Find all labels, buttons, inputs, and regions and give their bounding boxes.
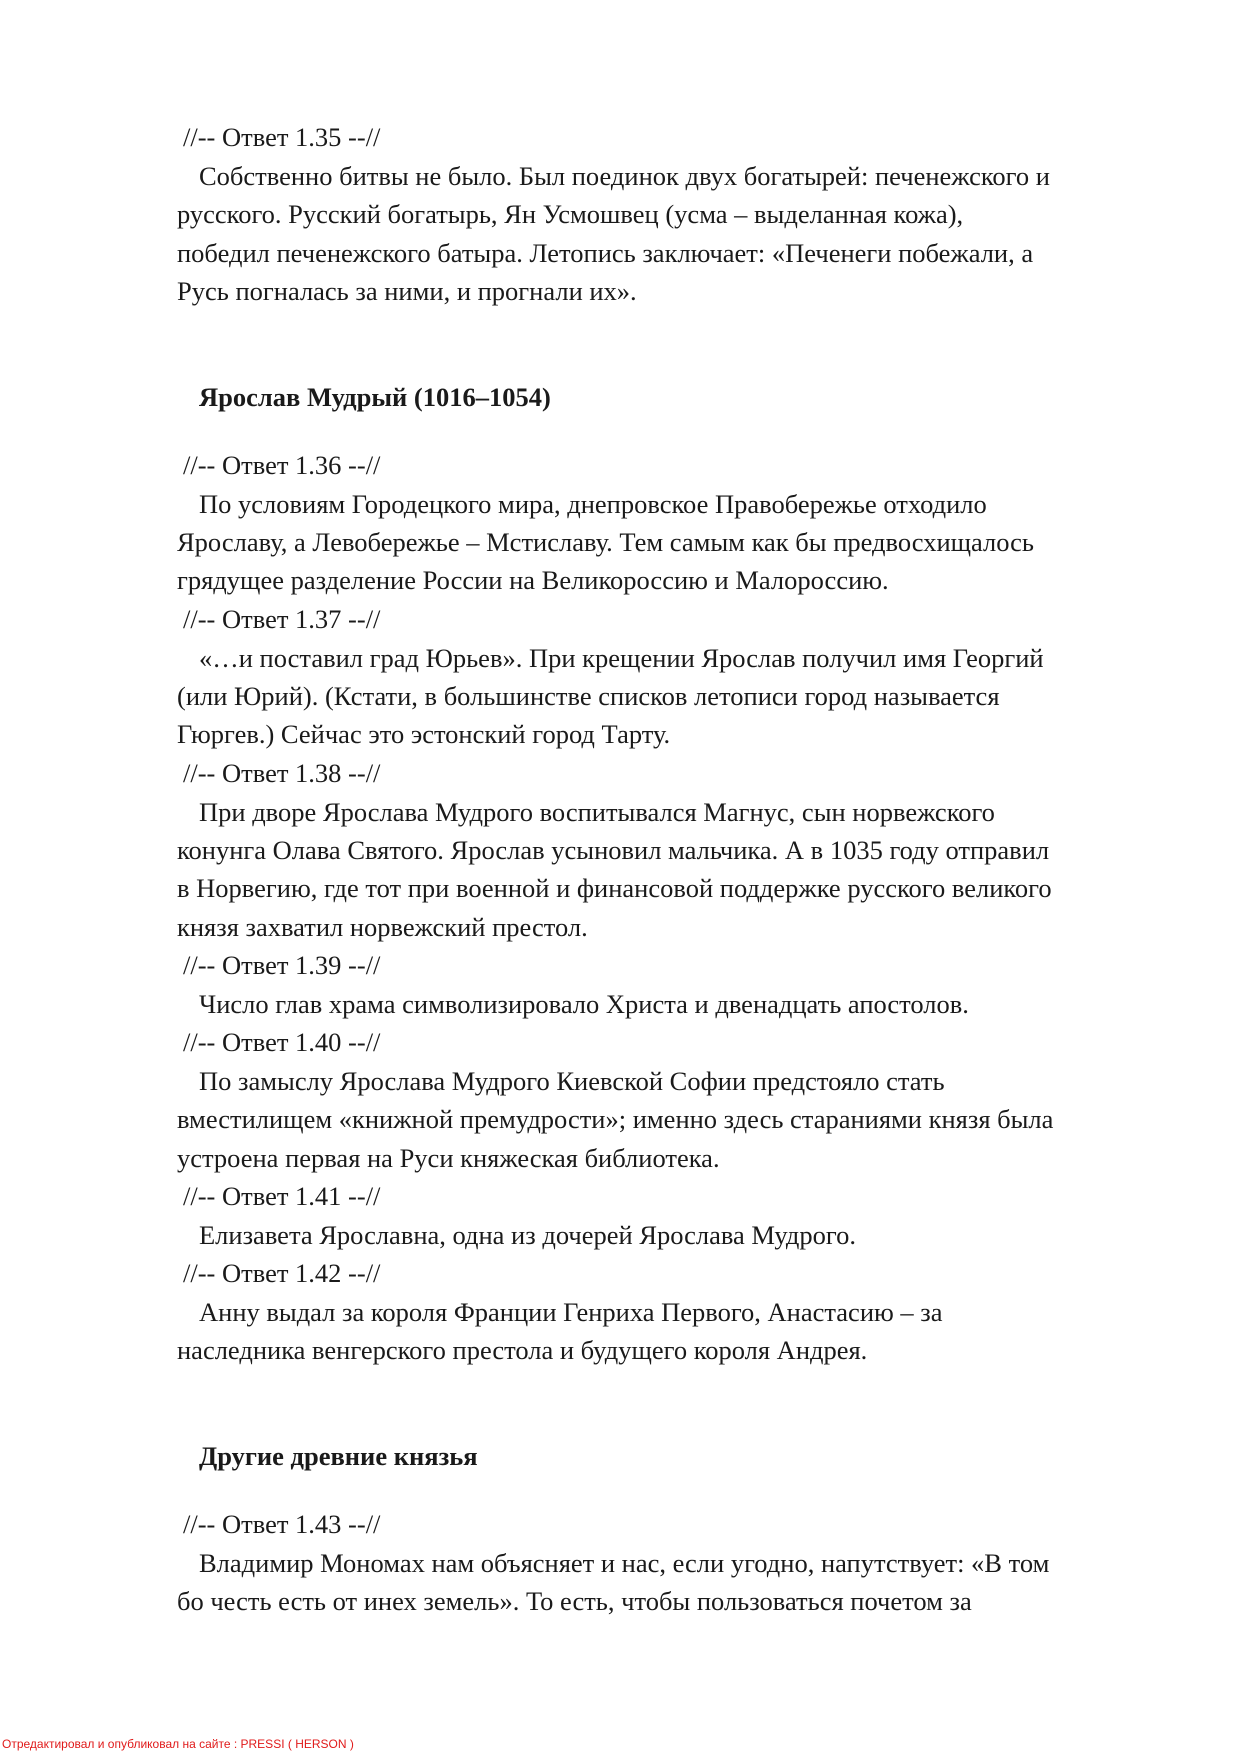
answer-text-line: грядущее разделение России на Великороссию и Малороссию. — [177, 565, 889, 595]
answer-text-line: По условиям Городецкого мира, днепровское Правобережье отходило — [199, 489, 987, 519]
answer-marker: //-- Ответ 1.37 --// — [183, 604, 381, 634]
answer-marker: //-- Ответ 1.36 --// — [183, 450, 381, 480]
answer-text-line: русского. Русский богатырь, Ян Усмошвец (усма – выделанная кожа), — [177, 199, 964, 229]
answer-text-line: бо честь есть от инех земель». То есть, чтобы пользоваться почетом за — [177, 1586, 972, 1616]
answer-marker: //-- Ответ 1.41 --// — [183, 1181, 381, 1211]
answer-text-line: Собственно битвы не было. Был поединок двух богатырей: печенежского и — [199, 161, 1050, 191]
answer-marker: //-- Ответ 1.40 --// — [183, 1027, 381, 1057]
answer-text-line: вместилищем «книжной премудрости»; именно здесь стараниями князя была — [177, 1104, 1054, 1134]
answer-text-line: победил печенежского батыра. Летопись заключает: «Печенеги побежали, а — [177, 238, 1034, 268]
answer-text-line: При дворе Ярослава Мудрого воспитывался Магнус, сын норвежского — [199, 797, 995, 827]
answer-marker: //-- Ответ 1.35 --// — [183, 122, 381, 152]
answer-text-line: Анну выдал за короля Франции Генриха Первого, Анастасию – за — [199, 1297, 943, 1327]
answer-text-line: в Норвегию, где тот при военной и финансовой поддержке русского великого — [177, 873, 1052, 903]
answer-text-line: конунга Олава Святого. Ярослав усыновил мальчика. А в 1035 году отправил — [177, 835, 1050, 865]
section-heading: Другие древние князья — [199, 1441, 478, 1471]
publisher-footer-note: Отредактировал и опубликовал на сайте : PRESSI ( HERSON ) — [2, 1737, 354, 1751]
answer-marker: //-- Ответ 1.42 --// — [183, 1258, 381, 1288]
answer-text-line: Гюргев.) Сейчас это эстонский город Тарту. — [177, 719, 671, 749]
answer-text-line: устроена первая на Руси княжеская библиотека. — [177, 1143, 720, 1173]
answer-text-line: Ярославу, а Левобережье – Мстиславу. Тем самым как бы предвосхищалось — [177, 527, 1035, 557]
section-heading: Ярослав Мудрый (1016–1054) — [199, 382, 551, 412]
answer-text-line: Русь погналась за ними, и прогнали их». — [177, 276, 637, 306]
answer-text-line: Владимир Мономах нам объясняет и нас, если угодно, напутствует: «В том — [199, 1548, 1050, 1578]
answer-text-line: наследника венгерского престола и будущего короля Андрея. — [177, 1335, 868, 1365]
answer-marker: //-- Ответ 1.39 --// — [183, 950, 381, 980]
answer-marker: //-- Ответ 1.43 --// — [183, 1509, 381, 1539]
answer-marker: //-- Ответ 1.38 --// — [183, 758, 381, 788]
answer-text-line: «…и поставил град Юрьев». При крещении Ярослав получил имя Георгий — [199, 643, 1044, 673]
answer-text-line: Число глав храма символизировало Христа и двенадцать апостолов. — [199, 989, 969, 1019]
answer-text-line: По замыслу Ярослава Мудрого Киевской Софии предстояло стать — [199, 1066, 945, 1096]
answer-text-line: (или Юрий). (Кстати, в большинстве списков летописи город называется — [177, 681, 1000, 711]
answer-text-line: князя захватил норвежский престол. — [177, 912, 588, 942]
answer-text-line: Елизавета Ярославна, одна из дочерей Ярослава Мудрого. — [199, 1220, 856, 1250]
